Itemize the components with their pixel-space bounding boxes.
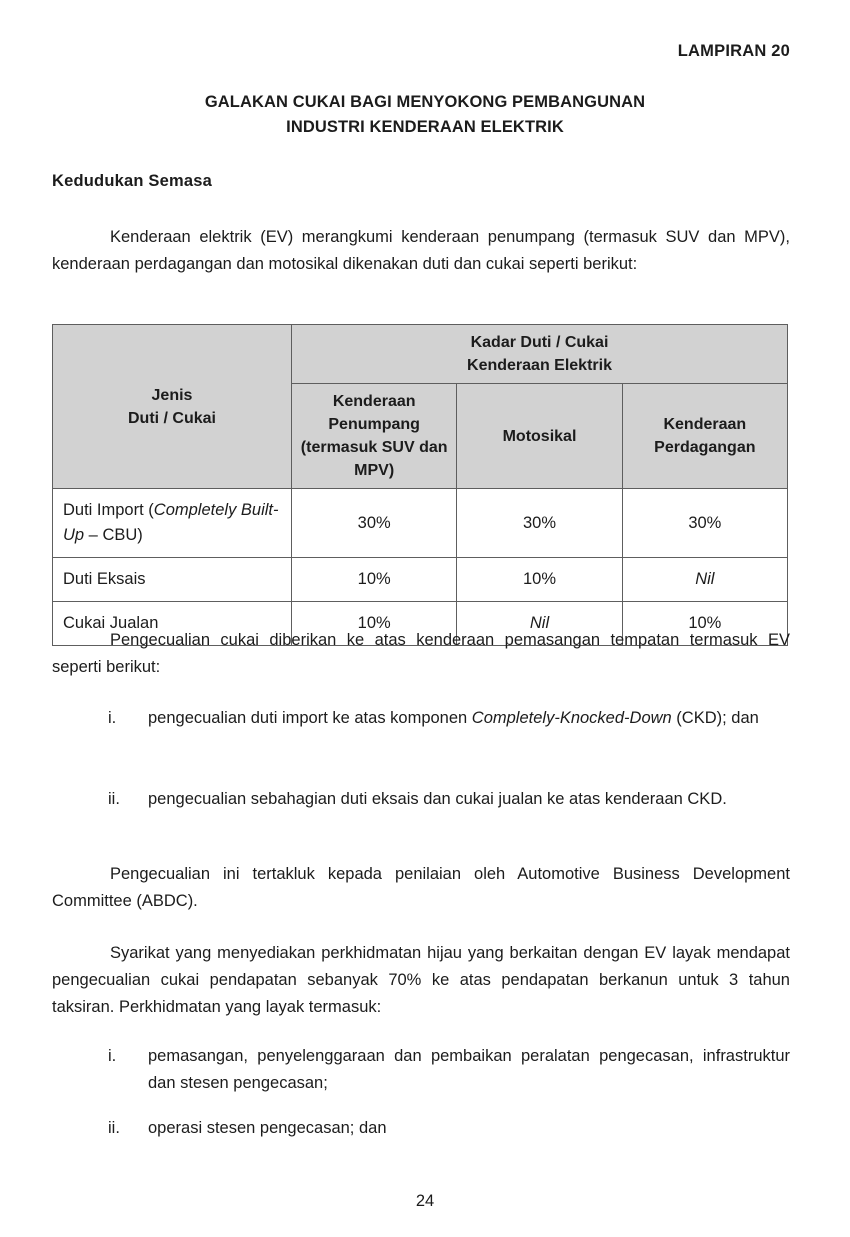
page-title-line-1: GALAKAN CUKAI BAGI MENYOKONG PEMBANGUNAN bbox=[204, 93, 646, 111]
page-title-line-2: INDUSTRI KENDERAAN ELEKTRIK bbox=[286, 118, 564, 136]
list-item-text: pemasangan, penyelenggaraan dan pembaikan peralatan pengecasan, infrastruktur dan stesen pengecasan; bbox=[148, 1047, 790, 1092]
table-row bbox=[53, 489, 788, 558]
page-title bbox=[52, 90, 798, 140]
table-cell-penumpang: 10% bbox=[292, 558, 457, 602]
list-text-italic: Completely-Knocked-Down bbox=[471, 709, 672, 727]
list-marker: i. bbox=[108, 1047, 117, 1065]
list-item-text: pengecualian sebahagian duti eksais dan cukai jualan ke atas kenderaan CKD. bbox=[148, 790, 727, 808]
table-row bbox=[53, 558, 788, 602]
duty-rate-table-wrapper bbox=[52, 324, 788, 646]
table-cell-penumpang: 30% bbox=[292, 489, 457, 558]
list-item bbox=[52, 1043, 790, 1097]
list-text-part-1: pengecualian duti import ke atas komponen bbox=[148, 709, 472, 727]
table-header-penumpang-line-2: (termasuk SUV dan MPV) bbox=[300, 439, 448, 479]
paragraph-abdc: Pengecualian ini tertakluk kepada penilaian oleh Automotive Business Development Committee (ABDC). bbox=[52, 865, 790, 910]
table-header-perdagangan-line-2: Perdagangan bbox=[654, 439, 756, 456]
list-item bbox=[52, 705, 790, 732]
table-cell-penumpang: 10% bbox=[292, 602, 457, 646]
duty-type-text-part-1: Duti Import ( bbox=[63, 501, 154, 519]
table-header-penumpang-line-1: Kenderaan Penumpang bbox=[328, 393, 420, 433]
section-heading-kedudukan-semasa: Kedudukan Semasa bbox=[52, 172, 213, 190]
table-body bbox=[53, 489, 788, 646]
table-head bbox=[53, 325, 788, 489]
table-header-jenis-line-1: Jenis bbox=[151, 386, 193, 404]
table-cell-motosikal: 30% bbox=[457, 489, 622, 558]
paragraph-after-table: Pengecualian cukai diberikan ke atas kenderaan pemasangan tempatan termasuk EV seperti berikut: bbox=[52, 631, 790, 676]
table-cell-duty-type: Duti Eksais bbox=[53, 558, 292, 602]
table-cell-perdagangan: 30% bbox=[622, 489, 787, 558]
green-services-percentage: 70% bbox=[388, 971, 422, 989]
table-header-jenis-line-2: Duti / Cukai bbox=[127, 409, 216, 427]
paragraph-green-services bbox=[52, 940, 790, 1021]
list-item-text: operasi stesen pengecasan; dan bbox=[148, 1119, 387, 1137]
table-header-group-line-2: Kenderaan Elektrik bbox=[467, 357, 612, 374]
table-cell-duty-type bbox=[53, 489, 292, 558]
table-header-kenderaan-perdagangan bbox=[622, 384, 787, 489]
table-cell-perdagangan: Nil bbox=[622, 558, 787, 602]
list-marker: ii. bbox=[108, 790, 120, 808]
list-item bbox=[52, 786, 790, 813]
table-cell-duty-type: Cukai Jualan bbox=[53, 602, 292, 646]
list-item bbox=[52, 1115, 790, 1142]
list-text-part-2: (CKD); dan bbox=[671, 709, 759, 727]
list-item-text bbox=[148, 705, 790, 732]
lampiran-label: LAMPIRAN 20 bbox=[677, 42, 790, 60]
duty-type-text-part-2: – CBU) bbox=[84, 526, 143, 544]
table-header-row-1 bbox=[53, 325, 788, 384]
table-header-perdagangan-line-1: Kenderaan bbox=[663, 416, 747, 433]
duty-rate-table bbox=[52, 324, 788, 646]
paragraph-intro: Kenderaan elektrik (EV) merangkumi kenderaan penumpang (termasuk SUV dan MPV), kenderaan perdagangan dan motosikal dikenakan duti dan cukai seperti berikut: bbox=[52, 228, 790, 273]
green-services-text-part-2: ke atas pendapatan berkanun untuk 3 tahun taksiran. Perkhidmatan yang layak termasuk: bbox=[52, 971, 790, 1016]
page-number: 24 bbox=[415, 1192, 435, 1210]
list-marker: ii. bbox=[108, 1119, 120, 1137]
green-services-text-part-1: Syarikat yang menyediakan perkhidmatan hijau yang berkaitan dengan EV layak mendapat pengecualian cukai pendapatan sebanyak bbox=[52, 944, 790, 989]
table-header-group-line-1: Kadar Duti / Cukai bbox=[470, 334, 609, 351]
table-header-kenderaan-penumpang bbox=[292, 384, 457, 489]
duty-type-text-italic: Completely Built-Up bbox=[63, 501, 279, 544]
table-header-motosikal: Motosikal bbox=[457, 384, 622, 489]
table-header-jenis bbox=[53, 325, 292, 489]
table-cell-motosikal: 10% bbox=[457, 558, 622, 602]
table-header-group-kadar bbox=[292, 325, 788, 384]
table-cell-perdagangan: 10% bbox=[622, 602, 787, 646]
list-marker: i. bbox=[108, 709, 117, 727]
table-cell-motosikal: Nil bbox=[457, 602, 622, 646]
